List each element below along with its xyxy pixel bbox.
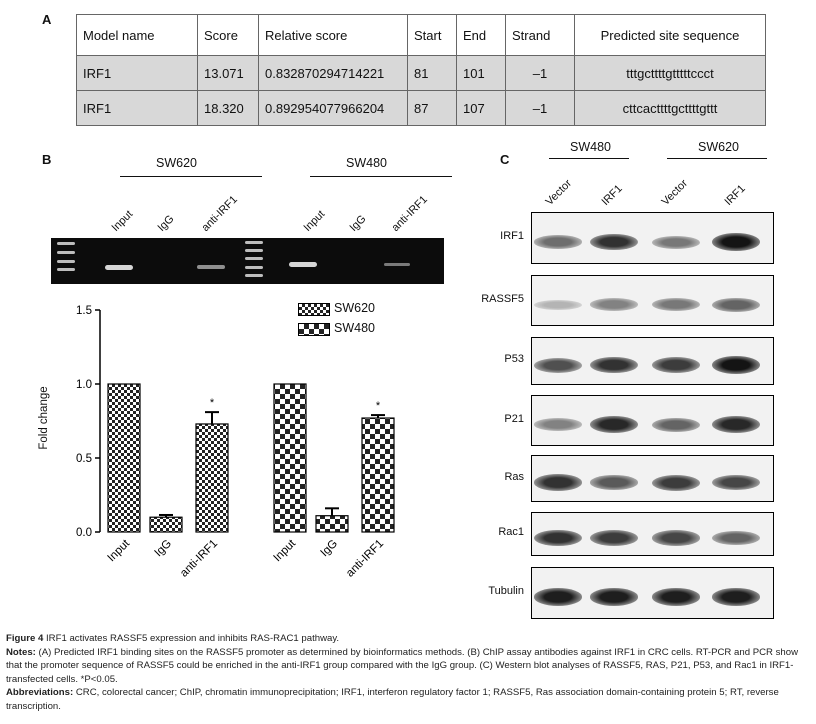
group-label-sw480: SW480 [346,156,387,170]
blot-band [590,298,638,311]
table-header-row [77,15,766,56]
bar-sw620-anti-irf1 [196,424,228,532]
lane-label: Vector [543,177,575,208]
blot-band [712,233,760,251]
table-cell: 107 [457,91,506,126]
blot-band [590,416,638,433]
lane-label: IRF1 [722,182,748,208]
blot-label-rassf5: RASSF5 [481,292,524,305]
blot-label-p53: P53 [504,353,524,365]
table-header-cell: Relative score [259,15,408,56]
figure-caption [6,632,810,714]
lane-label: IgG [347,212,369,234]
blot-band [712,475,760,491]
lane-label: Vector [659,177,691,208]
panel-b-letter: B [42,152,52,167]
blot-band [712,416,760,433]
table-cell: IRF1 [77,56,198,91]
lane-label: Input [301,208,328,234]
table-cell: cttcacttttgcttttgttt [575,91,766,126]
blot-rassf5 [531,275,774,326]
table-header-cell: Predicted site sequence [575,15,766,56]
blot-band [652,236,700,249]
notes-text: (A) Predicted IRF1 binding sites on the RASSF5 promoter as determined by bioinformatics methods. (B) ChIP assay antibodies against IRF1 in CRC cells. RT-PCR and PCR show that the promoter sequence of RASSF5 could be enriched in the anti-IRF1 group compared with the IgG group. (C) Western blot analyses of RASSF5, RAS, P21, P53, and Rac1 in IRF1-transfected cells. *P<0.05. [6,646,799,685]
x-tick-label: Input [105,537,133,565]
lane-label: IRF1 [599,182,625,208]
blot-ras [531,455,774,502]
blot-label-irf1: IRF1 [500,230,524,242]
lane-label: anti-IRF1 [389,193,430,234]
x-tick-label: Input [271,537,299,565]
blot-p53 [531,337,774,385]
panel-a-letter: A [42,12,52,27]
table-header-cell: Score [198,15,259,56]
abbreviations-label: Abbreviations: [6,687,74,699]
blot-band [590,234,638,251]
y-tick-label: 1.0 [76,379,92,391]
group-label-sw620: SW620 [156,156,197,170]
blot-band [652,298,700,311]
group-label-sw480: SW480 [570,140,611,154]
caption-title-text: IRF1 activates RASSF5 expression and inhibits RAS-RAC1 pathway. [46,633,340,644]
blot-band [712,356,760,374]
y-tick-label: 0.0 [76,527,92,539]
blot-band [652,475,700,491]
table-cell: tttgcttttgtttttccct [575,56,766,91]
blot-label-p21: P21 [504,412,524,425]
legend-swatch-sw480 [298,323,330,336]
blot-band [590,530,638,546]
abbreviations-text: CRC, colorectal cancer; ChIP, chromatin immunoprecipitation; IRF1, interferon regulatory factor 1; RASSF5, Ras association domain-containing protein 5; RT, reverse transcription. [6,687,779,712]
table-cell: 101 [457,56,506,91]
lane-label: IgG [155,212,177,234]
table-header-cell: End [457,15,506,56]
blot-band [712,588,760,606]
panel-c-letter: C [500,152,510,167]
legend-label: SW620 [334,301,375,315]
blot-irf1 [531,212,774,264]
group-underline [120,176,262,177]
fold-change-bar-chart [40,294,440,596]
blot-band [590,588,638,606]
gel-bands [51,238,444,284]
blot-band [652,588,700,606]
blot-band [590,357,638,374]
x-tick-label: anti-IRF1 [344,537,387,580]
blot-band [534,588,582,606]
blot-band [534,418,582,431]
blot-band [712,298,760,312]
caption-notes [6,646,810,687]
bar-sw620-input [108,384,140,532]
agarose-gel-image [51,238,444,284]
table-header-cell: Model name [77,15,198,56]
table-header-cell: Start [408,15,457,56]
blot-band [534,530,582,547]
caption-abbreviations [6,686,810,713]
table-cell: 87 [408,91,457,126]
group-label-sw620: SW620 [698,140,739,154]
table-cell: 81 [408,56,457,91]
significance-mark: * [375,400,381,413]
legend-swatch-sw620 [298,303,330,316]
x-tick-label: anti-IRF1 [178,537,221,580]
table-cell: –1 [506,91,575,126]
x-tick-label: IgG [318,537,341,560]
table-cell: 13.071 [198,56,259,91]
lane-label: Input [109,208,136,234]
group-underline [667,158,767,159]
y-axis-label: Fold change [38,386,50,450]
table-cell: –1 [506,56,575,91]
blot-tubulin [531,567,774,619]
blot-label-rac1: Rac1 [498,526,524,538]
bar-sw620-igg [150,517,182,532]
blot-band [534,235,582,249]
bar-sw480-input [274,384,306,532]
table-row [77,56,766,91]
blot-band [534,474,582,491]
blot-band [652,530,700,546]
binding-site-table [76,14,766,126]
figure-number: Figure 4 [6,633,44,644]
lane-label: anti-IRF1 [199,193,240,234]
table-cell: 0.892954077966204 [259,91,408,126]
caption-title [6,632,810,646]
table-cell: 0.832870294714221 [259,56,408,91]
bar-sw480-anti-irf1 [362,418,394,532]
blot-band [712,531,760,545]
group-underline [549,158,629,159]
blot-p21 [531,395,774,446]
table-cell: 18.320 [198,91,259,126]
y-tick-label: 0.5 [76,453,92,465]
table-cell: IRF1 [77,91,198,126]
blot-band [652,357,700,373]
table-row [77,91,766,126]
x-tick-label: IgG [152,537,175,560]
group-underline [310,176,452,177]
bar-sw480-igg [316,516,348,532]
blot-label-ras: Ras [504,470,524,483]
legend-label: SW480 [334,321,375,335]
blot-rac1 [531,512,774,556]
y-tick-label: 1.5 [76,305,92,317]
blot-band [652,418,700,432]
blot-band [590,475,638,490]
notes-label: Notes: [6,646,36,658]
blot-band [534,358,582,373]
blot-label-tubulin: Tubulin [488,585,524,597]
table-header-cell: Strand [506,15,575,56]
significance-mark: * [209,397,215,410]
blot-band [534,300,582,310]
